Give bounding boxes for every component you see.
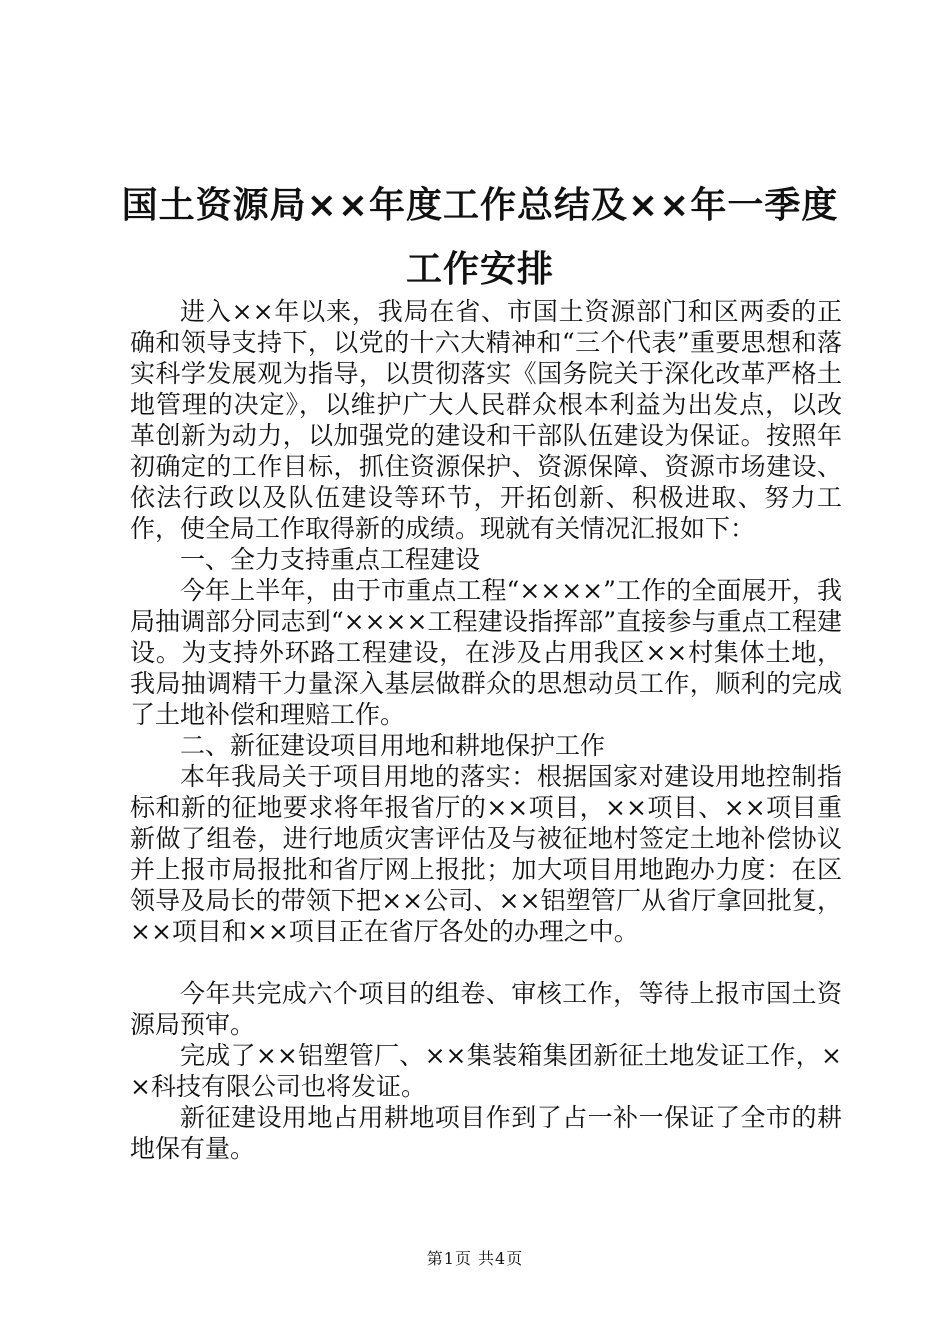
section-1-paragraph: 今年上半年，由于市重点工程“××××”工作的全面展开，我局抽调部分同志到“××××工程建设指挥部”直接参与重点工程建设。为支持外环路工程建设，在涉及占用我区××村集体土地，我局抽调精干力量深入基层做群众的思想动员工作，顺利的完成了土地补偿和理赔工作。 <box>130 576 842 729</box>
document-body <box>130 296 842 1164</box>
document-title-line1: 国土资源局××年度工作总结及××年一季度 <box>121 185 839 226</box>
section-2-paragraph-2: 今年共完成六个项目的组卷、审核工作，等待上报市国土资源局预审。 <box>130 979 842 1039</box>
page-footer: 第1页 共4页 <box>426 1249 524 1268</box>
document-title-line2: 工作安排 <box>405 249 554 290</box>
section-2-paragraph-3: 完成了××铝塑管厂、××集装箱集团新征土地发证工作，××科技有限公司也将发证。 <box>130 1041 842 1101</box>
intro-paragraph: 进入××年以来，我局在省、市国土资源部门和区两委的正确和领导支持下，以党的十六大精神和“三个代表”重要思想和落实科学发展观为指导，以贯彻落实《国务院关于深化改革严格土地管理的决定》，以维护广大人民群众根本利益为出发点，以改革创新为动力，以加强党的建设和干部队伍建设为保证。按照年初确定的工作目标，抓住资源保护、资源保障、资源市场建设、依法行政以及队伍建设等环节，开拓创新、积极进取、努力工作，使全局工作取得新的成绩。现就有关情况汇报如下： <box>130 297 842 543</box>
section-2-paragraph-1: 本年我局关于项目用地的落实：根据国家对建设用地控制指标和新的征地要求将年报省厅的××项目，××项目、××项目重新做了组卷，进行地质灾害评估及与被征地村签定土地补偿协议并上报市局报批和省厅网上报批；加大项目用地跑办力度：在区领导及局长的带领下把××公司、××铝塑管厂从省厅拿回批复，××项目和××项目正在省厅各处的办理之中。 <box>130 762 842 946</box>
section-2-heading: 二、新征建设项目用地和耕地保护工作 <box>180 731 606 760</box>
section-2-paragraph-4: 新征建设用地占用耕地项目作到了占一补一保证了全市的耕地保有量。 <box>130 1103 842 1163</box>
section-1-heading: 一、全力支持重点工程建设 <box>180 545 481 574</box>
